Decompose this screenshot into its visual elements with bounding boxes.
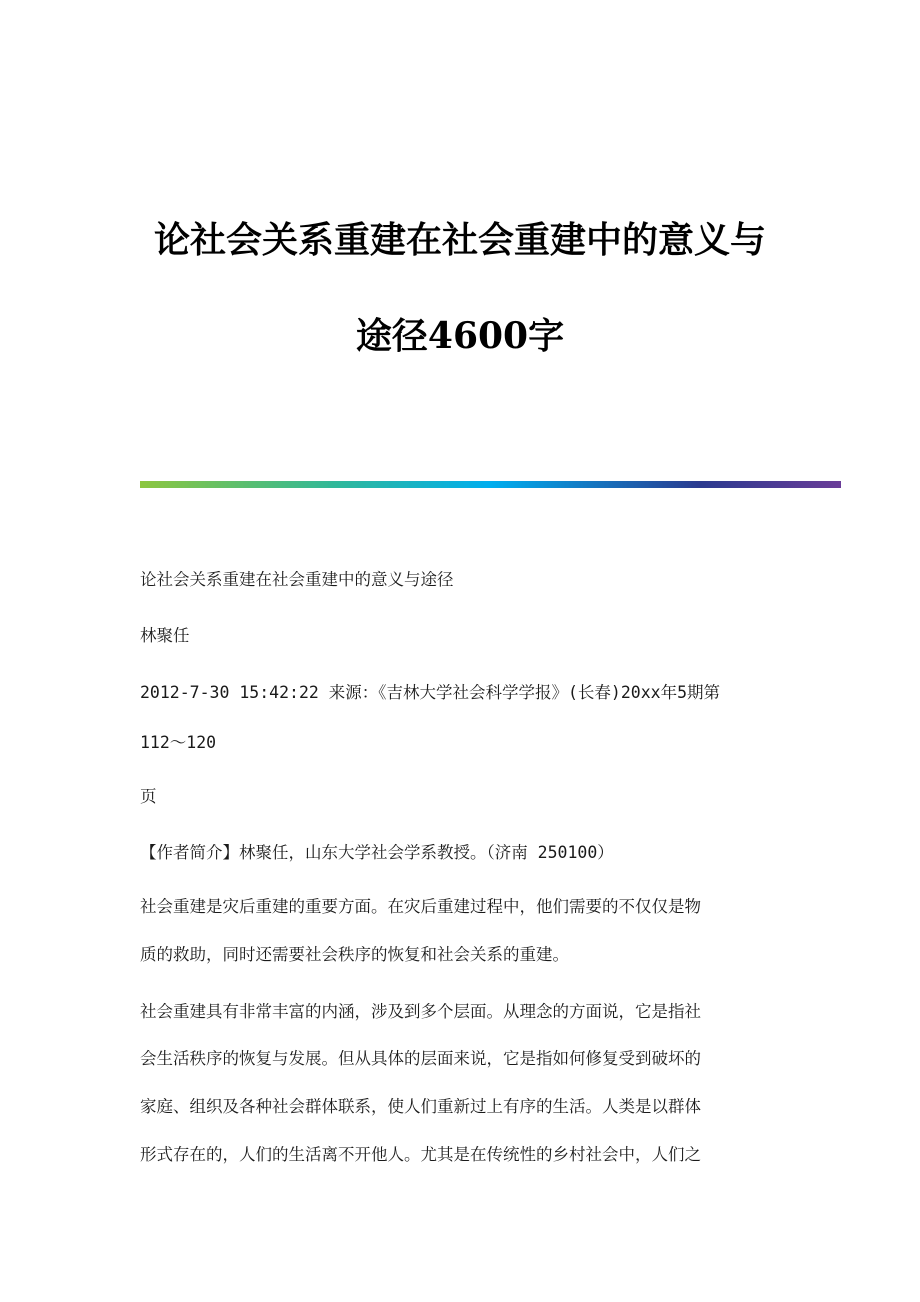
paragraph-2-line-3: 家庭、组织及各种社会群体联系，使人们重新过上有序的生活。人类是以群体 <box>140 1097 701 1116</box>
paragraph-2-line-1: 社会重建具有非常丰富的内涵，涉及到多个层面。从理念的方面说，它是指社 <box>140 1002 701 1021</box>
paragraph-1-line-2: 质的救助，同时还需要社会秩序的恢复和社会关系的重建。 <box>140 945 569 964</box>
document-title-line-1: 论社会关系重建在社会重建中的意义与 <box>153 219 766 261</box>
gradient-divider <box>140 481 841 488</box>
paragraph-2-line-2: 会生活秩序的恢复与发展。但从具体的层面来说，它是指如何修复受到破坏的 <box>140 1049 701 1068</box>
paragraph-1-line-1: 社会重建是灾后重建的重要方面。在灾后重建过程中，他们需要的不仅仅是物 <box>140 897 701 916</box>
paragraph-2-line-4: 形式存在的，人们的生活离不开他人。尤其是在传统性的乡村社会中，人们之 <box>140 1145 701 1164</box>
page-suffix: 页 <box>140 787 157 806</box>
article-heading: 论社会关系重建在社会重建中的意义与途径 <box>140 570 454 589</box>
document-title-line-2: 途径4600字 <box>355 315 565 357</box>
author-intro: 【作者简介】林聚任，山东大学社会学系教授。（济南 250100） <box>140 843 614 862</box>
author-name: 林聚任 <box>140 626 190 645</box>
source-line: 2012-7-30 15:42:22 来源：《吉林大学社会科学学报》(长春)20xx年5期第 <box>140 683 721 702</box>
page-range: 112～120 <box>140 733 217 752</box>
